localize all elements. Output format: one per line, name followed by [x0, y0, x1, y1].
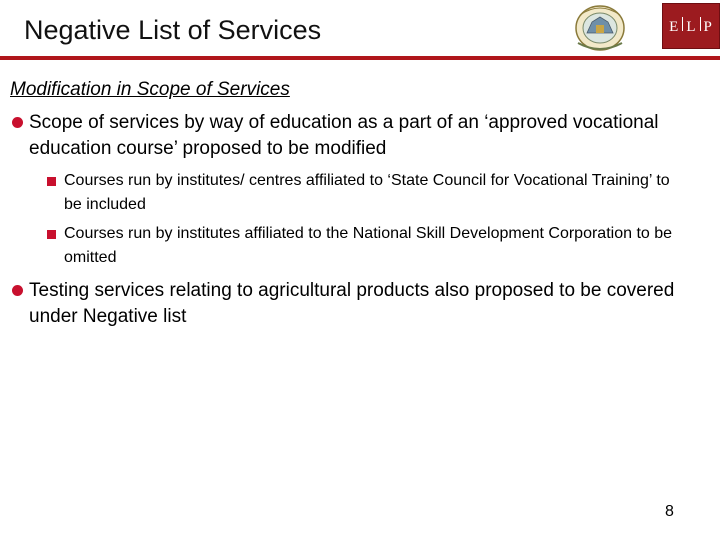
red-square-bullet-icon: [47, 230, 56, 239]
elp-logo-icon: [662, 3, 720, 49]
section-subtitle: Modification in Scope of Services: [10, 79, 290, 100]
page-number: 8: [665, 503, 674, 520]
sub-bullet-text: Courses run by institutes/ centres affiliated to ‘State Council for Vocational Training’ to be included: [64, 172, 670, 213]
red-square-bullet-icon: [47, 177, 56, 186]
institution-seal-icon: [570, 3, 630, 53]
bullet-text: Testing services relating to agricultural products also proposed to be covered under Negative list: [29, 280, 675, 327]
sub-bullet-item: [47, 169, 687, 217]
sub-bullet-text: Courses run by institutes affiliated to the National Skill Development Corporation to be omitted: [64, 225, 673, 266]
slide-title: Negative List of Services: [24, 15, 322, 45]
bullet-text: Scope of services by way of education as a part of an ‘approved vocational education course’ proposed to be modified: [29, 112, 659, 159]
red-dot-bullet-icon: [12, 117, 23, 128]
sub-bullet-item: [47, 222, 687, 270]
bullet-item: [12, 110, 702, 162]
bullet-item: [12, 278, 702, 330]
elp-logo-text: E L P: [669, 18, 713, 35]
red-dot-bullet-icon: [12, 285, 23, 296]
title-underline-rule: [0, 56, 720, 60]
